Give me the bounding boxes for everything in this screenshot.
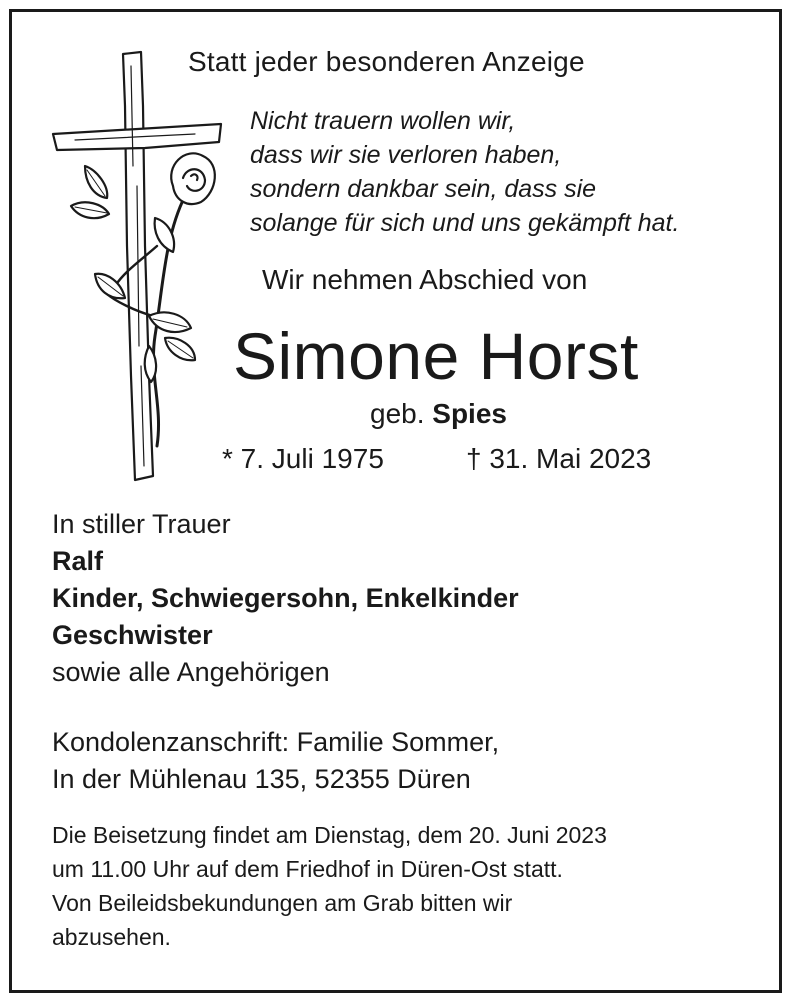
condolence-address	[52, 724, 499, 798]
mourner-name: Geschwister	[52, 620, 213, 650]
funeral-line: Die Beisetzung findet am Dienstag, dem 20. Juni 2023	[52, 822, 607, 848]
death-date: † 31. Mai 2023	[466, 443, 652, 474]
notice-header: Statt jeder besonderen Anzeige	[188, 46, 585, 77]
birth-date: * 7. Juli 1975	[222, 443, 384, 474]
farewell-text: Wir nehmen Abschied von	[262, 264, 588, 295]
poem-line: sondern dankbar sein, dass sie	[250, 175, 597, 203]
funeral-line: abzusehen.	[52, 924, 171, 950]
cross-with-roses-icon	[45, 46, 225, 486]
address-line: In der Mühlenau 135, 52355 Düren	[52, 764, 471, 794]
poem-line: solange für sich und uns gekämpft hat.	[250, 209, 680, 237]
maiden-surname: Spies	[432, 398, 507, 429]
mourner-name: Ralf	[52, 546, 104, 576]
mourner-name: Kinder, Schwiegersohn, Enkelkinder	[52, 583, 519, 613]
maiden-name	[370, 398, 507, 430]
mourners-closing: sowie alle Angehörigen	[52, 657, 330, 687]
mourners-intro: In stiller Trauer	[52, 509, 231, 539]
poem-line: dass wir sie verloren haben,	[250, 141, 562, 169]
funeral-line: um 11.00 Uhr auf dem Friedhof in Düren-Ost statt.	[52, 856, 563, 882]
poem-line: Nicht trauern wollen wir,	[250, 107, 516, 135]
address-line: Kondolenzanschrift: Familie Sommer,	[52, 727, 500, 757]
funeral-line: Von Beileidsbekundungen am Grab bitten wir	[52, 890, 513, 916]
deceased-name: Simone Horst	[233, 319, 639, 393]
poem	[250, 104, 679, 240]
funeral-info	[52, 818, 607, 954]
mourners-block	[52, 506, 519, 691]
maiden-prefix: geb.	[370, 398, 425, 429]
